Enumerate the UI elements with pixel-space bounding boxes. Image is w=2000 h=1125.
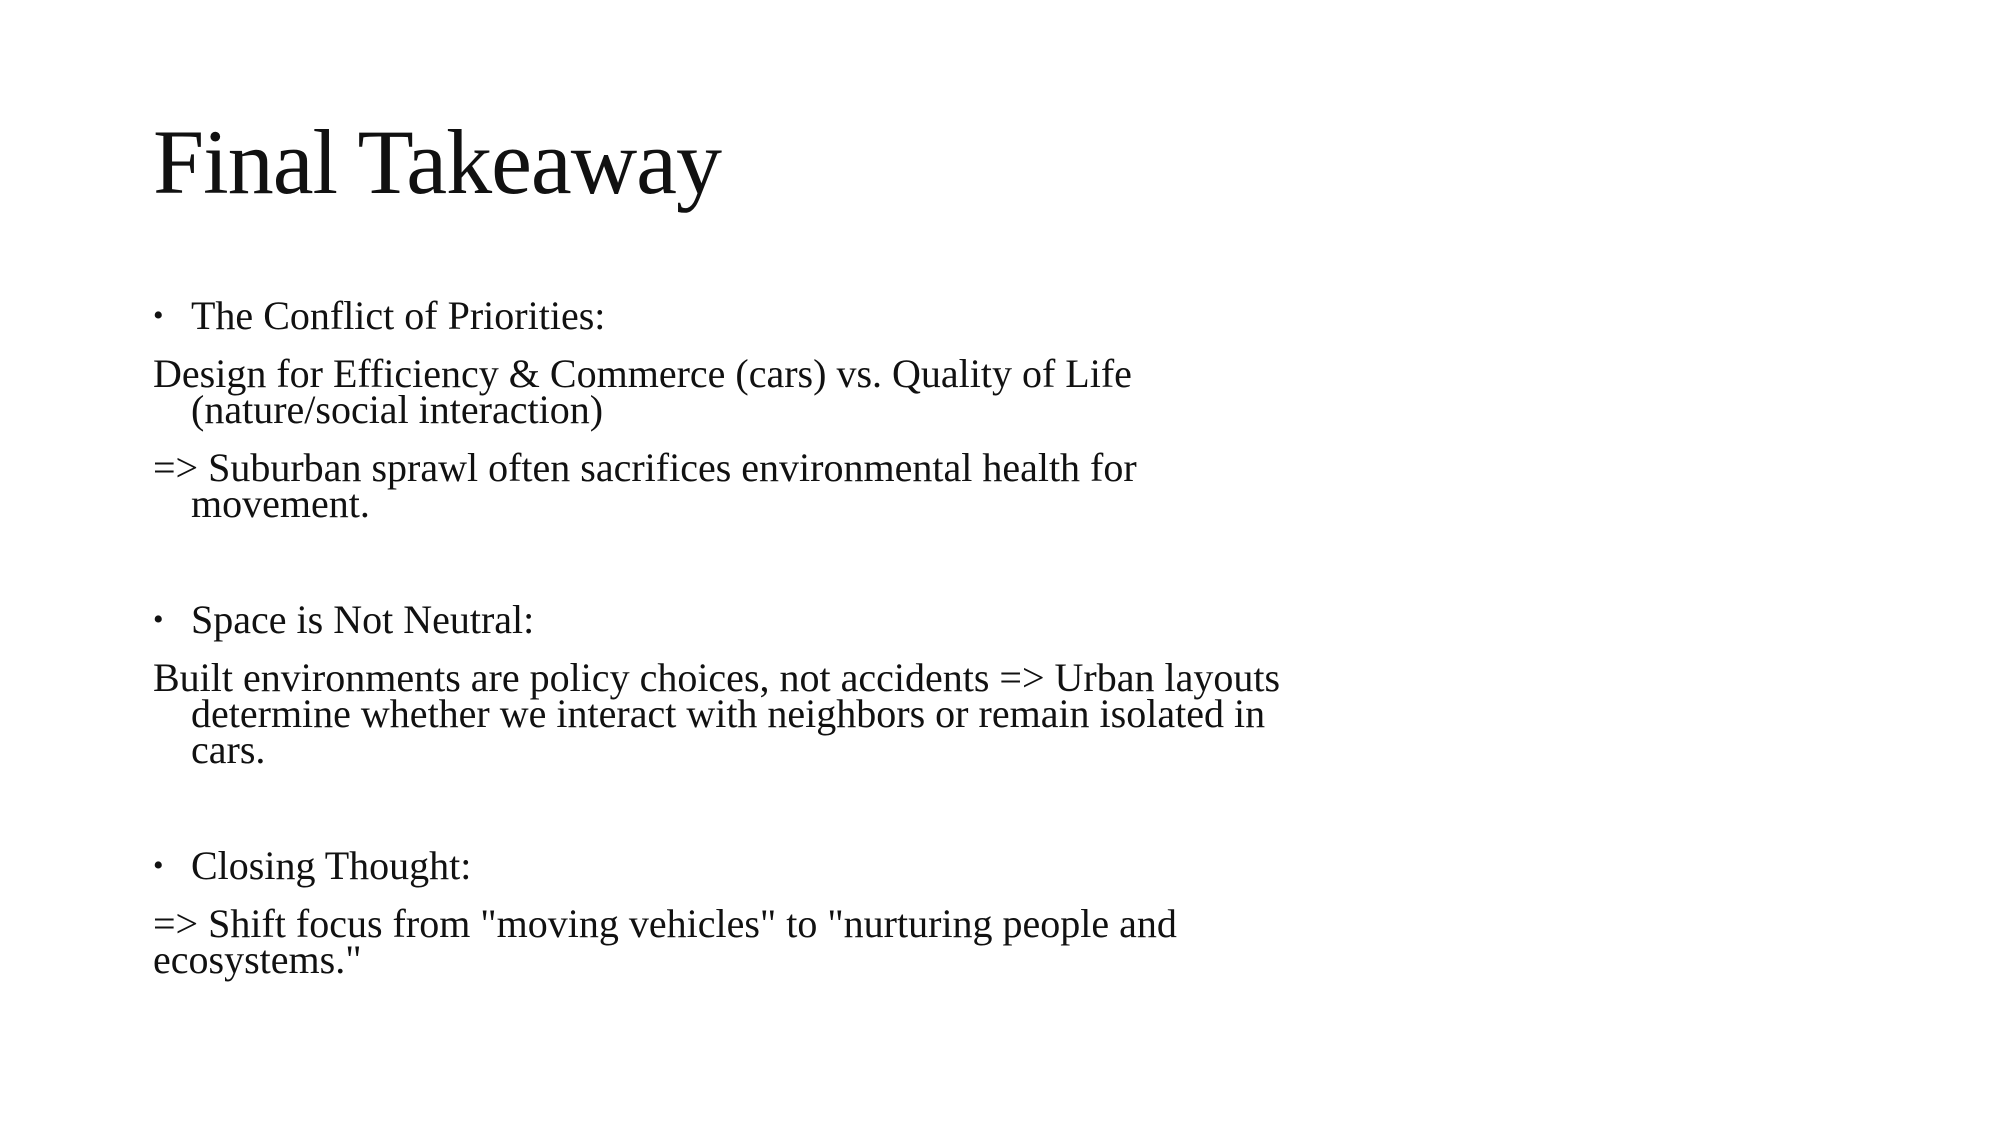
spacer (153, 790, 1303, 848)
bullet-heading-conflict (153, 293, 1303, 338)
bullet-heading-space (153, 597, 1303, 642)
paragraph-built-environments: Built environments are policy choices, not accidents => Urban layouts determine whether we interact with neighbors or remain isolated in cars. (153, 655, 1281, 772)
spacer (153, 544, 1303, 602)
paragraph-closing-thought: => Shift focus from "moving vehicles" to "nurturing people and ecosystems." (153, 901, 1177, 982)
bullet-text: Space is Not Neutral: (191, 597, 535, 642)
bullet-text: The Conflict of Priorities: (191, 293, 606, 338)
paragraph-efficiency-vs-life: Design for Efficiency & Commerce (cars) vs. Quality of Life (nature/social interaction) (153, 351, 1132, 432)
slide-title: Final Takeaway (153, 111, 722, 213)
bullet-text: Closing Thought: (191, 843, 472, 888)
paragraph-sprawl: => Suburban sprawl often sacrifices environmental health for movement. (153, 445, 1137, 526)
bullet-icon: • (153, 299, 164, 332)
slide-body (153, 293, 1303, 1000)
bullet-heading-closing (153, 843, 1303, 888)
bullet-icon: • (153, 849, 164, 882)
bullet-icon: • (153, 603, 164, 636)
